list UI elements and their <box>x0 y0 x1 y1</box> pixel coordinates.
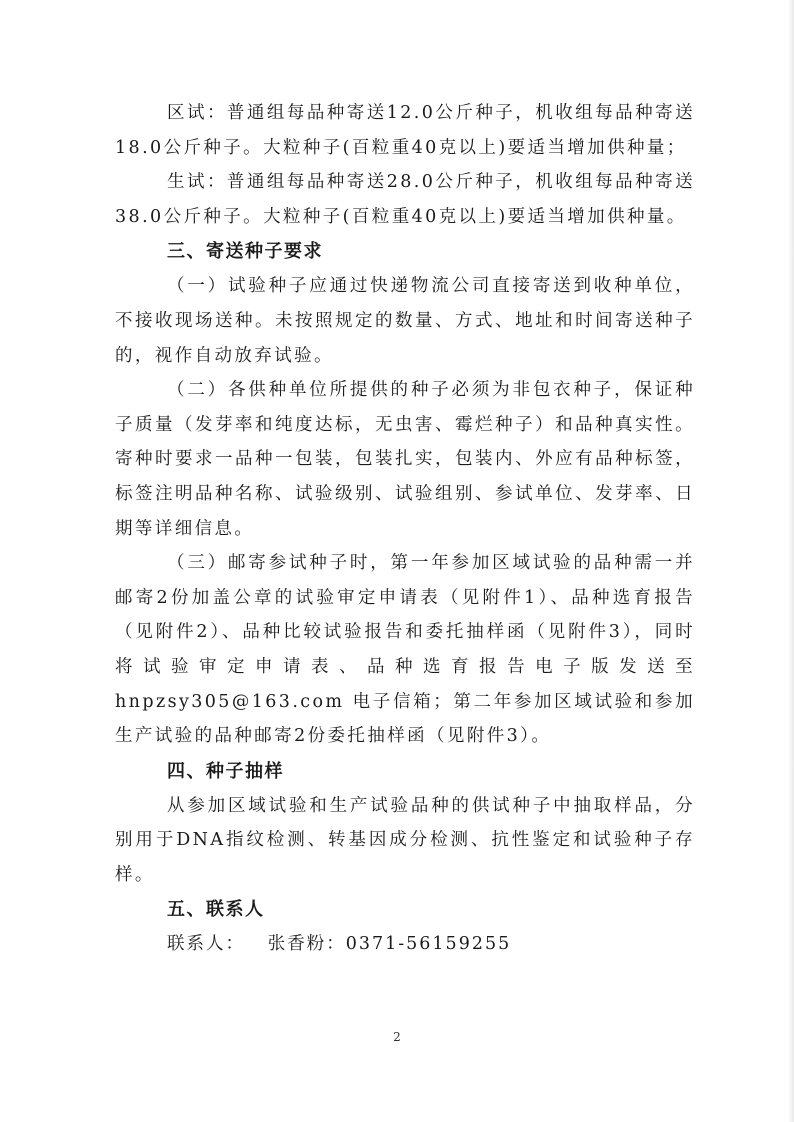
requirement-item-1: （一）试验种子应通过快递物流公司直接寄送到收种单位，不接收现场送种。未按照规定的数量、方式、地址和时间寄送种子的，视作自动放弃试验。 <box>115 276 695 366</box>
section-heading-seed-sampling: 四、种子抽样 <box>167 760 284 782</box>
paragraph-production-trial: 生试：普通组每品种寄送28.0公斤种子，机收组每品种寄送38.0公斤种子。大粒种子(百粒重40克以上)要适当增加供种量。 <box>115 172 695 227</box>
contact-value: 张香粉：0371-56159255 <box>267 934 512 955</box>
requirement-item-3: （三）邮寄参试种子时，第一年参加区域试验的品种需一并邮寄2份加盖公章的试验审定申请表（见附件1）、品种选育报告（见附件2）、品种比较试验报告和委托抽样函（见附件3），同时将试验审定申请表、品种选育报告电子版发送至 hnpzsy305@163.com 电子信箱；第二年参加区域试验和参加生产试验的品种邮寄2份委托抽样函（见附件3）。 <box>115 553 695 747</box>
requirement-item-2: （二）各供种单位所提供的种子必须为非包衣种子，保证种子质量（发芽率和纯度达标，无虫害、霉烂种子）和品种真实性。寄种时要求一品种一包装，包装扎实，包装内、外应有品种标签，标签注明品种名称、试验级别、试验组别、参试单位、发芽率、日期等详细信息。 <box>115 380 695 539</box>
scan-edge-shadow <box>788 0 794 1122</box>
contact-line <box>115 927 695 962</box>
section-heading-contact: 五、联系人 <box>167 899 265 921</box>
document-body <box>115 96 695 962</box>
contact-label: 联系人： <box>167 934 245 955</box>
paragraph-district-trial: 区试：普通组每品种寄送12.0公斤种子，机收组每品种寄送18.0公斤种子。大粒种子(百粒重40克以上)要适当增加供种量； <box>115 103 695 158</box>
section-heading-seed-requirements: 三、寄送种子要求 <box>167 241 323 263</box>
page-number: 2 <box>393 1030 401 1044</box>
sampling-paragraph: 从参加区域试验和生产试验品种的供试种子中抽取样品，分别用于DNA指纹检测、转基因成分检测、抗性鉴定和试验种子存样。 <box>115 795 695 885</box>
